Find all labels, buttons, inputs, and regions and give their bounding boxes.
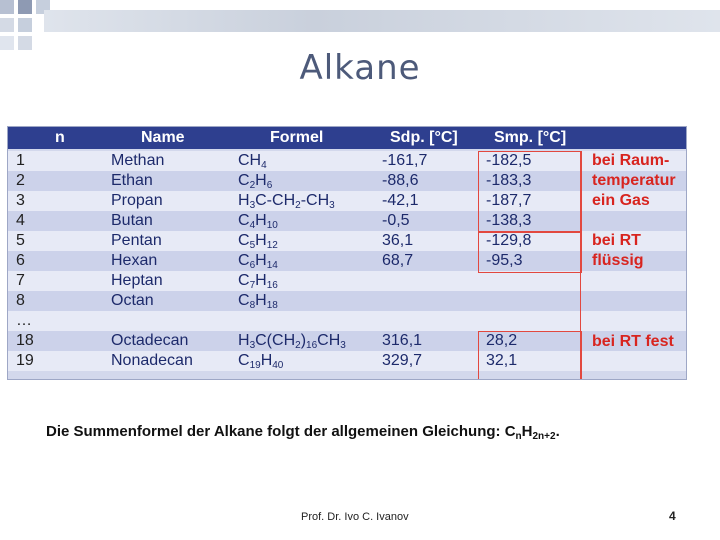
row-name: Butan — [111, 212, 153, 229]
row-name: Methan — [111, 152, 165, 169]
row-number: … — [16, 312, 32, 329]
row-boiling-point: -42,1 — [382, 192, 419, 209]
row-name: Ethan — [111, 172, 153, 189]
row-number: 1 — [16, 152, 25, 169]
header-formula: Formel — [270, 129, 324, 146]
row-formula: $C_5H_{12}$ — [238, 232, 278, 251]
row-number: 19 — [16, 352, 34, 369]
row-number: 5 — [16, 232, 25, 249]
row-formula: $C_{19}H_{40}$ — [238, 352, 284, 371]
table-row — [8, 311, 686, 331]
formula-caption: Die Summenformel der Alkane folgt der allgemeinen Gleichung: $C_nH_{2n+2}$. — [46, 423, 560, 442]
row-number: 18 — [16, 332, 34, 349]
table-row — [8, 251, 686, 271]
header-mp: Smp. [°C] — [494, 129, 567, 146]
table-row — [8, 211, 686, 231]
row-melting-point: 28,2 — [486, 332, 518, 349]
table-row — [8, 291, 686, 311]
table-row — [8, 231, 686, 251]
row-melting-point: -182,5 — [486, 152, 532, 169]
row-name: Propan — [111, 192, 163, 209]
row-name: Hexan — [111, 252, 158, 269]
row-name: Octadecan — [111, 332, 189, 349]
note-solid: bei RT fest — [592, 333, 674, 350]
row-number: 3 — [16, 192, 25, 209]
table-row — [8, 191, 686, 211]
alkane-table — [7, 126, 687, 380]
row-boiling-point: 329,7 — [382, 352, 423, 369]
table-row — [8, 351, 686, 371]
header-bar — [44, 10, 720, 32]
slide-title: Alkane — [299, 48, 421, 88]
notes-divider — [580, 151, 581, 379]
row-formula: $C_4H_{10}$ — [238, 212, 278, 231]
row-name: Nonadecan — [111, 352, 193, 369]
row-melting-point: 32,1 — [486, 352, 518, 369]
row-boiling-point: 36,1 — [382, 232, 414, 249]
row-formula: $C_7H_{16}$ — [238, 272, 278, 291]
row-boiling-point: -161,7 — [382, 152, 428, 169]
row-number: 7 — [16, 272, 25, 289]
row-formula: $C_6H_{14}$ — [238, 252, 278, 271]
row-boiling-point: 316,1 — [382, 332, 423, 349]
footer-author: Prof. Dr. Ivo C. Ivanov — [301, 511, 409, 523]
row-number: 4 — [16, 212, 25, 229]
row-formula: $H_3C-CH_2-CH_3$ — [238, 192, 335, 211]
liquid-group-box — [478, 231, 582, 273]
note-liquid: bei RT flüssig — [592, 232, 644, 269]
table-header — [8, 127, 686, 149]
gas-group-box — [478, 151, 582, 233]
row-boiling-point: 68,7 — [382, 252, 414, 269]
row-boiling-point: -0,5 — [382, 212, 410, 229]
row-boiling-point: -88,6 — [382, 172, 419, 189]
row-melting-point: -129,8 — [486, 232, 532, 249]
header-name: Name — [141, 129, 185, 146]
table-row — [8, 331, 686, 351]
row-formula: $H_3C(CH_2)_{16}CH_3$ — [238, 332, 346, 351]
row-formula: $C_2H_6$ — [238, 172, 273, 191]
row-name: Octan — [111, 292, 154, 309]
row-name: Heptan — [111, 272, 163, 289]
solid-group-box — [478, 331, 582, 380]
note-gas: bei Raum- temperatur ein Gas — [592, 152, 676, 209]
table-row — [8, 151, 686, 171]
row-melting-point: -138,3 — [486, 212, 532, 229]
table-row — [8, 171, 686, 191]
row-melting-point: -95,3 — [486, 252, 523, 269]
row-melting-point: -187,7 — [486, 192, 532, 209]
row-number: 6 — [16, 252, 25, 269]
row-number: 8 — [16, 292, 25, 309]
row-formula: $CH_4$ — [238, 152, 267, 171]
row-name: Pentan — [111, 232, 162, 249]
row-number: 2 — [16, 172, 25, 189]
page-number: 4 — [669, 509, 676, 523]
row-melting-point: -183,3 — [486, 172, 532, 189]
header-bp: Sdp. [°C] — [390, 129, 458, 146]
row-formula: $C_8H_{18}$ — [238, 292, 278, 311]
header-n: n — [55, 129, 65, 146]
table-row — [8, 271, 686, 291]
